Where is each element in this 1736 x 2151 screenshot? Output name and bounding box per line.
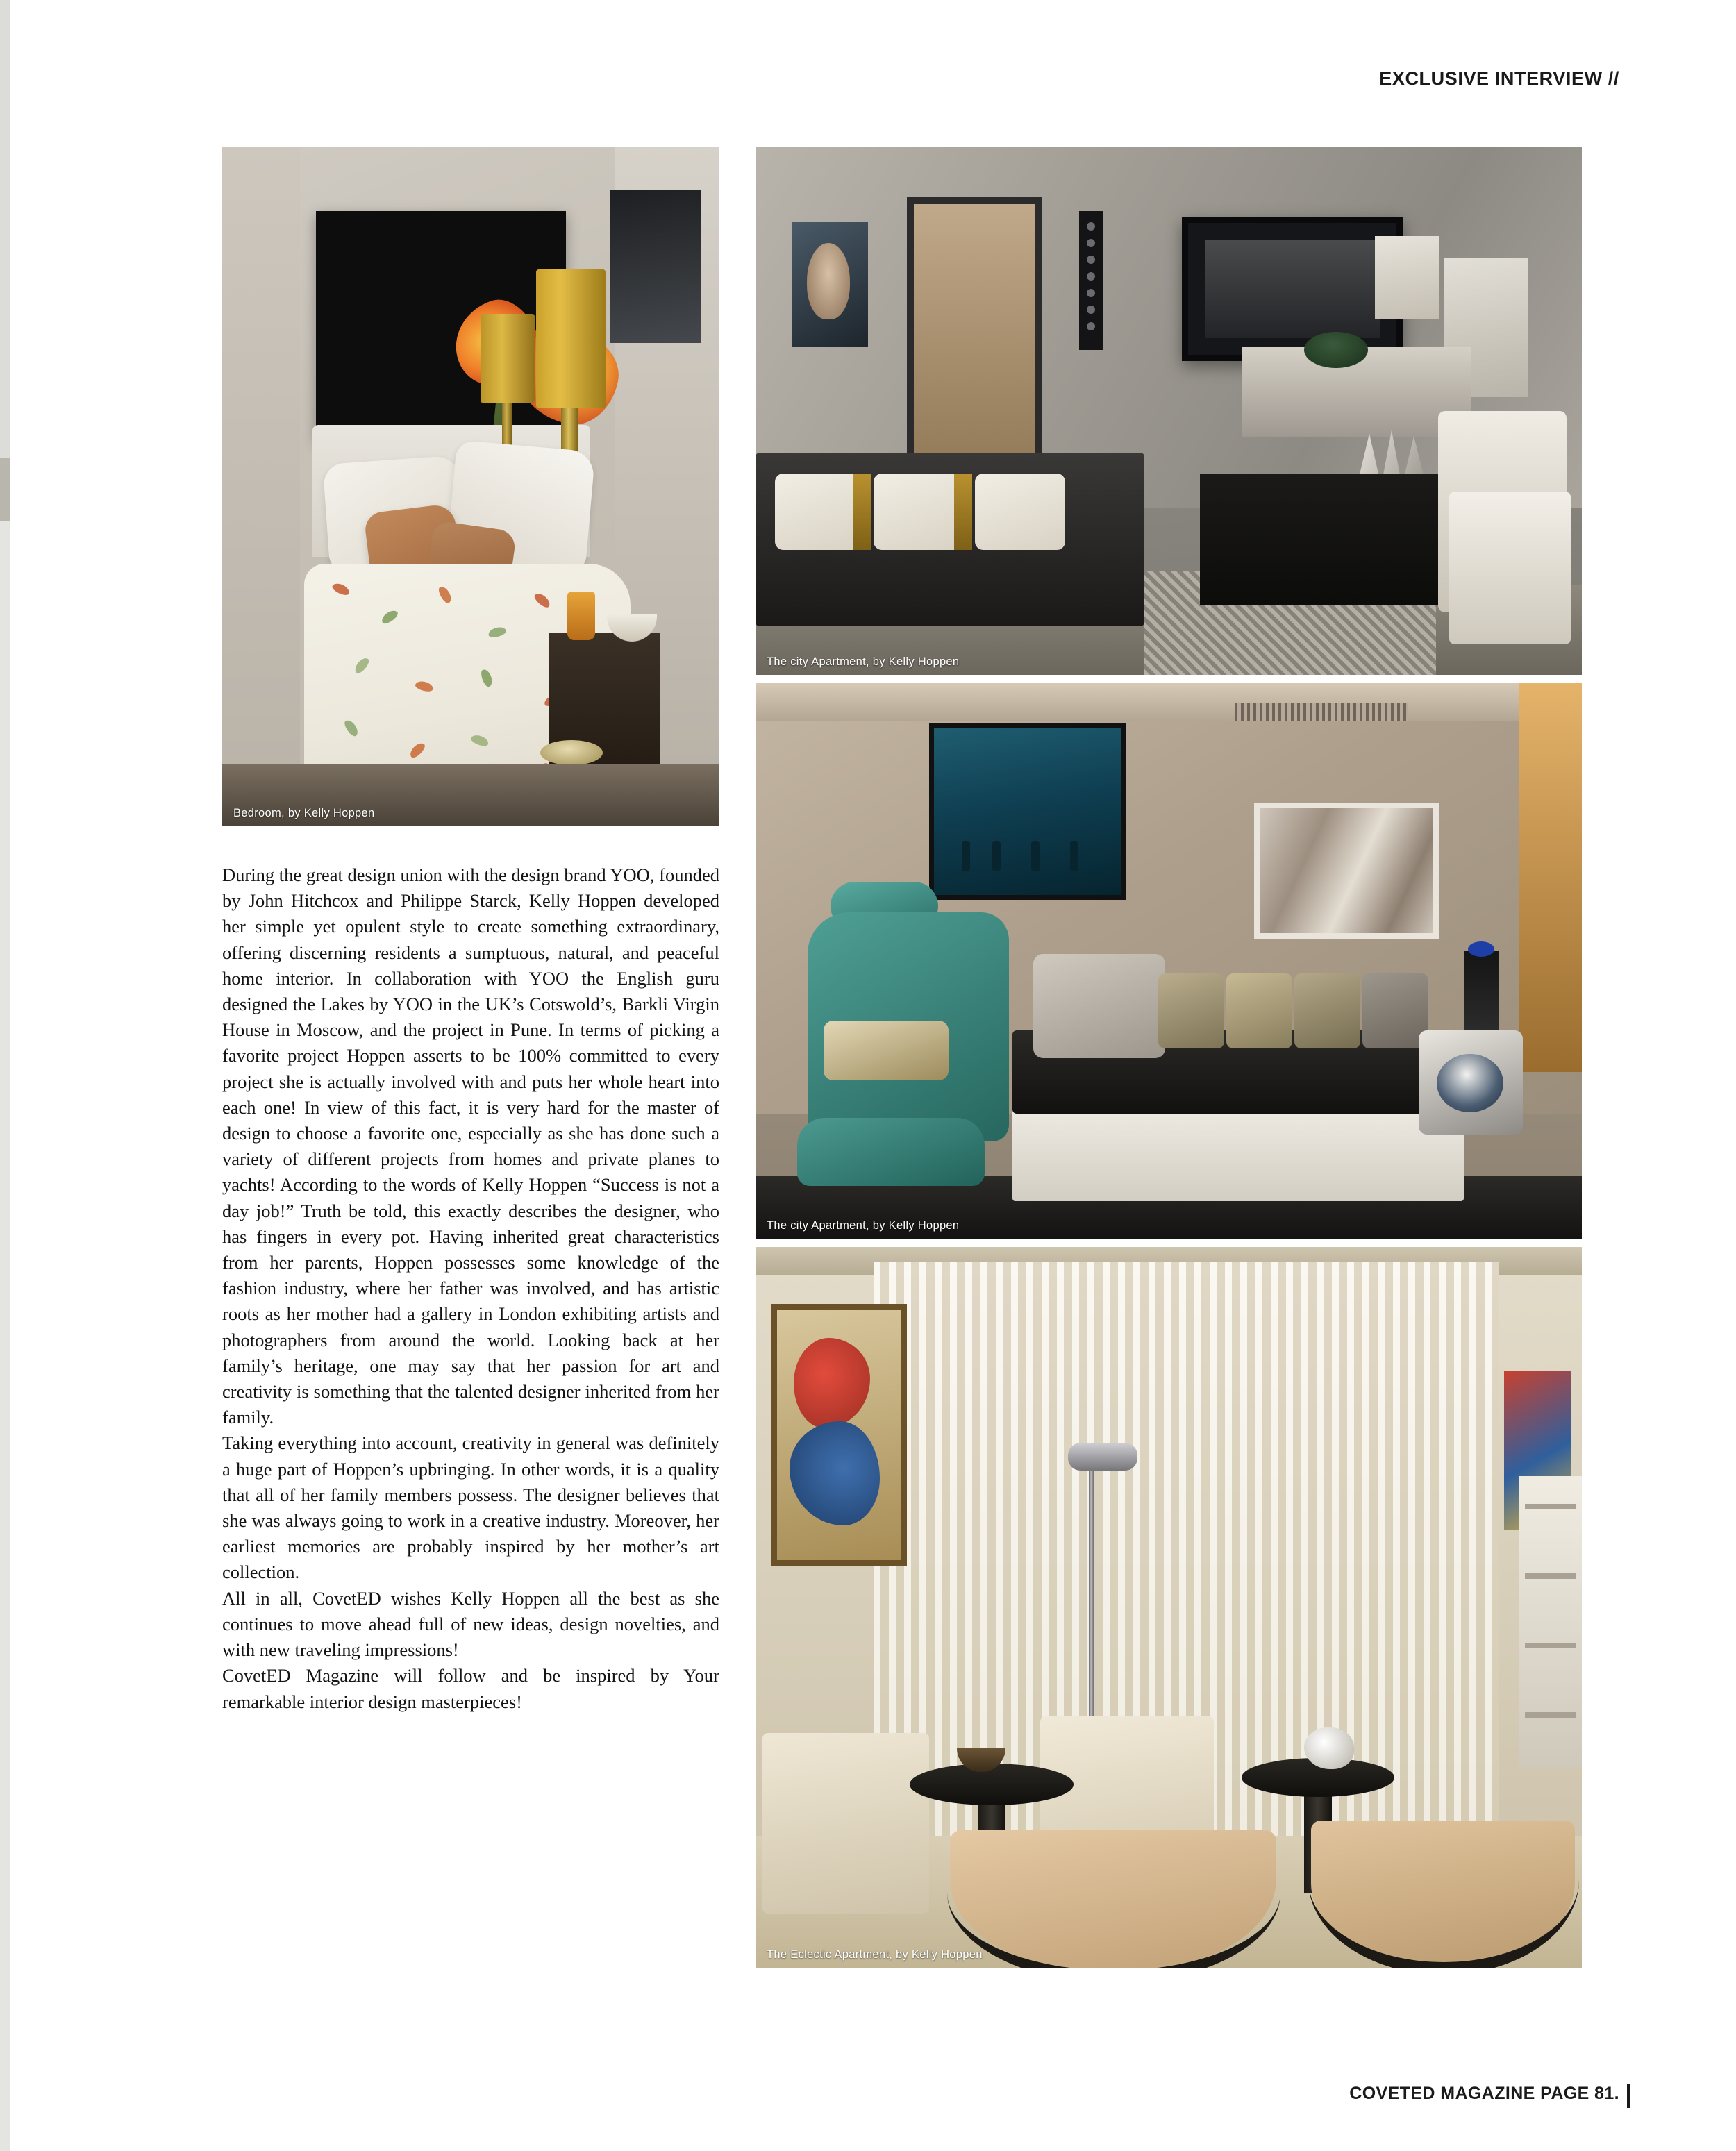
city1-cushion-band bbox=[853, 474, 871, 550]
city1-wall-panel bbox=[1079, 211, 1103, 350]
eclectic-artwork-shape-red bbox=[794, 1338, 870, 1428]
city1-artwork-right-small bbox=[1375, 236, 1439, 319]
city1-portrait-face bbox=[807, 243, 850, 319]
city1-moss-bowl bbox=[1304, 332, 1368, 368]
left-column bbox=[222, 147, 719, 1715]
bedroom-wall-left bbox=[222, 147, 300, 826]
city1-armchair-front bbox=[1449, 492, 1571, 644]
photo-caption: The Eclectic Apartment, by Kelly Hoppen bbox=[767, 1948, 983, 1961]
photo-eclectic-apartment bbox=[756, 1247, 1582, 1968]
article-body bbox=[222, 862, 719, 1715]
eclectic-side-table-left bbox=[910, 1764, 1074, 1805]
eclectic-shelving-unit bbox=[1519, 1476, 1582, 1768]
page-footer: COVETED MAGAZINE PAGE 81. bbox=[1349, 2084, 1619, 2103]
city1-television-screen bbox=[1205, 240, 1380, 338]
city2-artwork-blue bbox=[929, 723, 1126, 900]
eclectic-floor-lamp-head bbox=[1068, 1443, 1137, 1471]
photo-bedroom bbox=[222, 147, 719, 826]
eclectic-curved-chair-front-base bbox=[947, 1880, 1280, 1968]
city2-pillow bbox=[1158, 973, 1224, 1048]
city2-teal-ottoman bbox=[797, 1118, 985, 1186]
photo-caption: The city Apartment, by Kelly Hoppen bbox=[767, 655, 960, 668]
eclectic-sofa-left bbox=[762, 1733, 929, 1914]
city1-cushion bbox=[874, 474, 964, 550]
bedroom-lamp-tall-base bbox=[540, 740, 603, 765]
article-paragraph-2: Taking everything into account, creativity in general was definitely a huge part of Hoppen’s upbringing. In other words, it is a quality that all of her family members possess. The designer believes that she was always going to work in a creative industry. Moreover, her earliest memories are probably inspired by her mother’s art collection. bbox=[222, 1432, 719, 1583]
bedroom-lamp-small-shade bbox=[481, 314, 535, 403]
city1-television bbox=[1182, 217, 1403, 361]
bedroom-amber-vase bbox=[567, 592, 595, 640]
article-paragraph-4: CovetED Magazine will follow and be inspired by Your remarkable interior design masterpieces! bbox=[222, 1665, 719, 1712]
photo-caption: Bedroom, by Kelly Hoppen bbox=[233, 807, 375, 819]
city2-pillow-large bbox=[1033, 954, 1165, 1058]
eclectic-artwork-left bbox=[771, 1304, 907, 1566]
page-header: EXCLUSIVE INTERVIEW // bbox=[1379, 68, 1619, 89]
city2-mirror-panel bbox=[1254, 803, 1439, 939]
photo-caption: The city Apartment, by Kelly Hoppen bbox=[767, 1219, 960, 1232]
city2-pillow bbox=[1294, 973, 1360, 1048]
right-column bbox=[756, 147, 1582, 1968]
bedroom-lamp-tall-shade bbox=[536, 269, 606, 408]
city1-cushion-band bbox=[954, 474, 972, 550]
footer-rule bbox=[1627, 2084, 1630, 2108]
city2-patterned-cushion bbox=[824, 1021, 949, 1080]
article-paragraph-1: During the great design union with the design brand YOO, founded by John Hitchcox and Philippe Starck, Kelly Hoppen developed her simple yet opulent style to create something extraordinary, offering discerning residents a sumptuous, natural, and peaceful home interior. In collaboration with YOO the English guru designed the Lakes by YOO in the UK’s Cotswold’s, Barkli Virgin House in Moscow, and the project in Pune. In terms of picking a favorite project Hoppen asserts to be 100% committed to every project she is actually involved with and puts her whole heart into each one! In view of this fact, it is very hard for the master of design to choose a favorite one, especially as she has done such a variety of different projects from homes and private planes to yachts! According to the words of Kelly Hoppen “Success is not a day job!” Truth be told, this exactly describes the designer, who has fingers in every pot. Having inherited great characteristics from her parents, Hoppen possesses some knowledge of the fashion industry, where her father was involved, and has artistic roots as her mother had a gallery in London exhibiting artists and photographers from around the world. Looking back at her family’s heritage, one may say that her passion for art and creativity is something that the talented designer inherited from her family. bbox=[222, 864, 719, 1428]
photo-city-apartment-bedroom bbox=[756, 683, 1582, 1239]
city2-window bbox=[1519, 683, 1582, 1072]
eclectic-artwork-shape-blue bbox=[790, 1421, 880, 1525]
eclectic-glass-sculpture bbox=[1304, 1727, 1354, 1769]
article-paragraph-3: All in all, CovetED wishes Kelly Hoppen all the best as she continues to move ahead full of new ideas, design novelties, and with new traveling impressions! bbox=[222, 1587, 719, 1661]
eclectic-floor-lamp-pole bbox=[1089, 1455, 1094, 1747]
city2-candle-holder bbox=[1464, 951, 1499, 1035]
city1-portrait-artwork bbox=[792, 222, 868, 347]
city2-speaker-unit bbox=[1419, 1030, 1523, 1135]
city2-ceiling-vent bbox=[1235, 703, 1408, 721]
city1-cushion bbox=[975, 474, 1065, 550]
city2-ceiling bbox=[756, 683, 1582, 721]
city1-cushion bbox=[775, 474, 865, 550]
photo-city-apartment-living bbox=[756, 147, 1582, 675]
city2-pillow bbox=[1226, 973, 1292, 1048]
bedroom-artwork-secondary bbox=[610, 190, 701, 343]
